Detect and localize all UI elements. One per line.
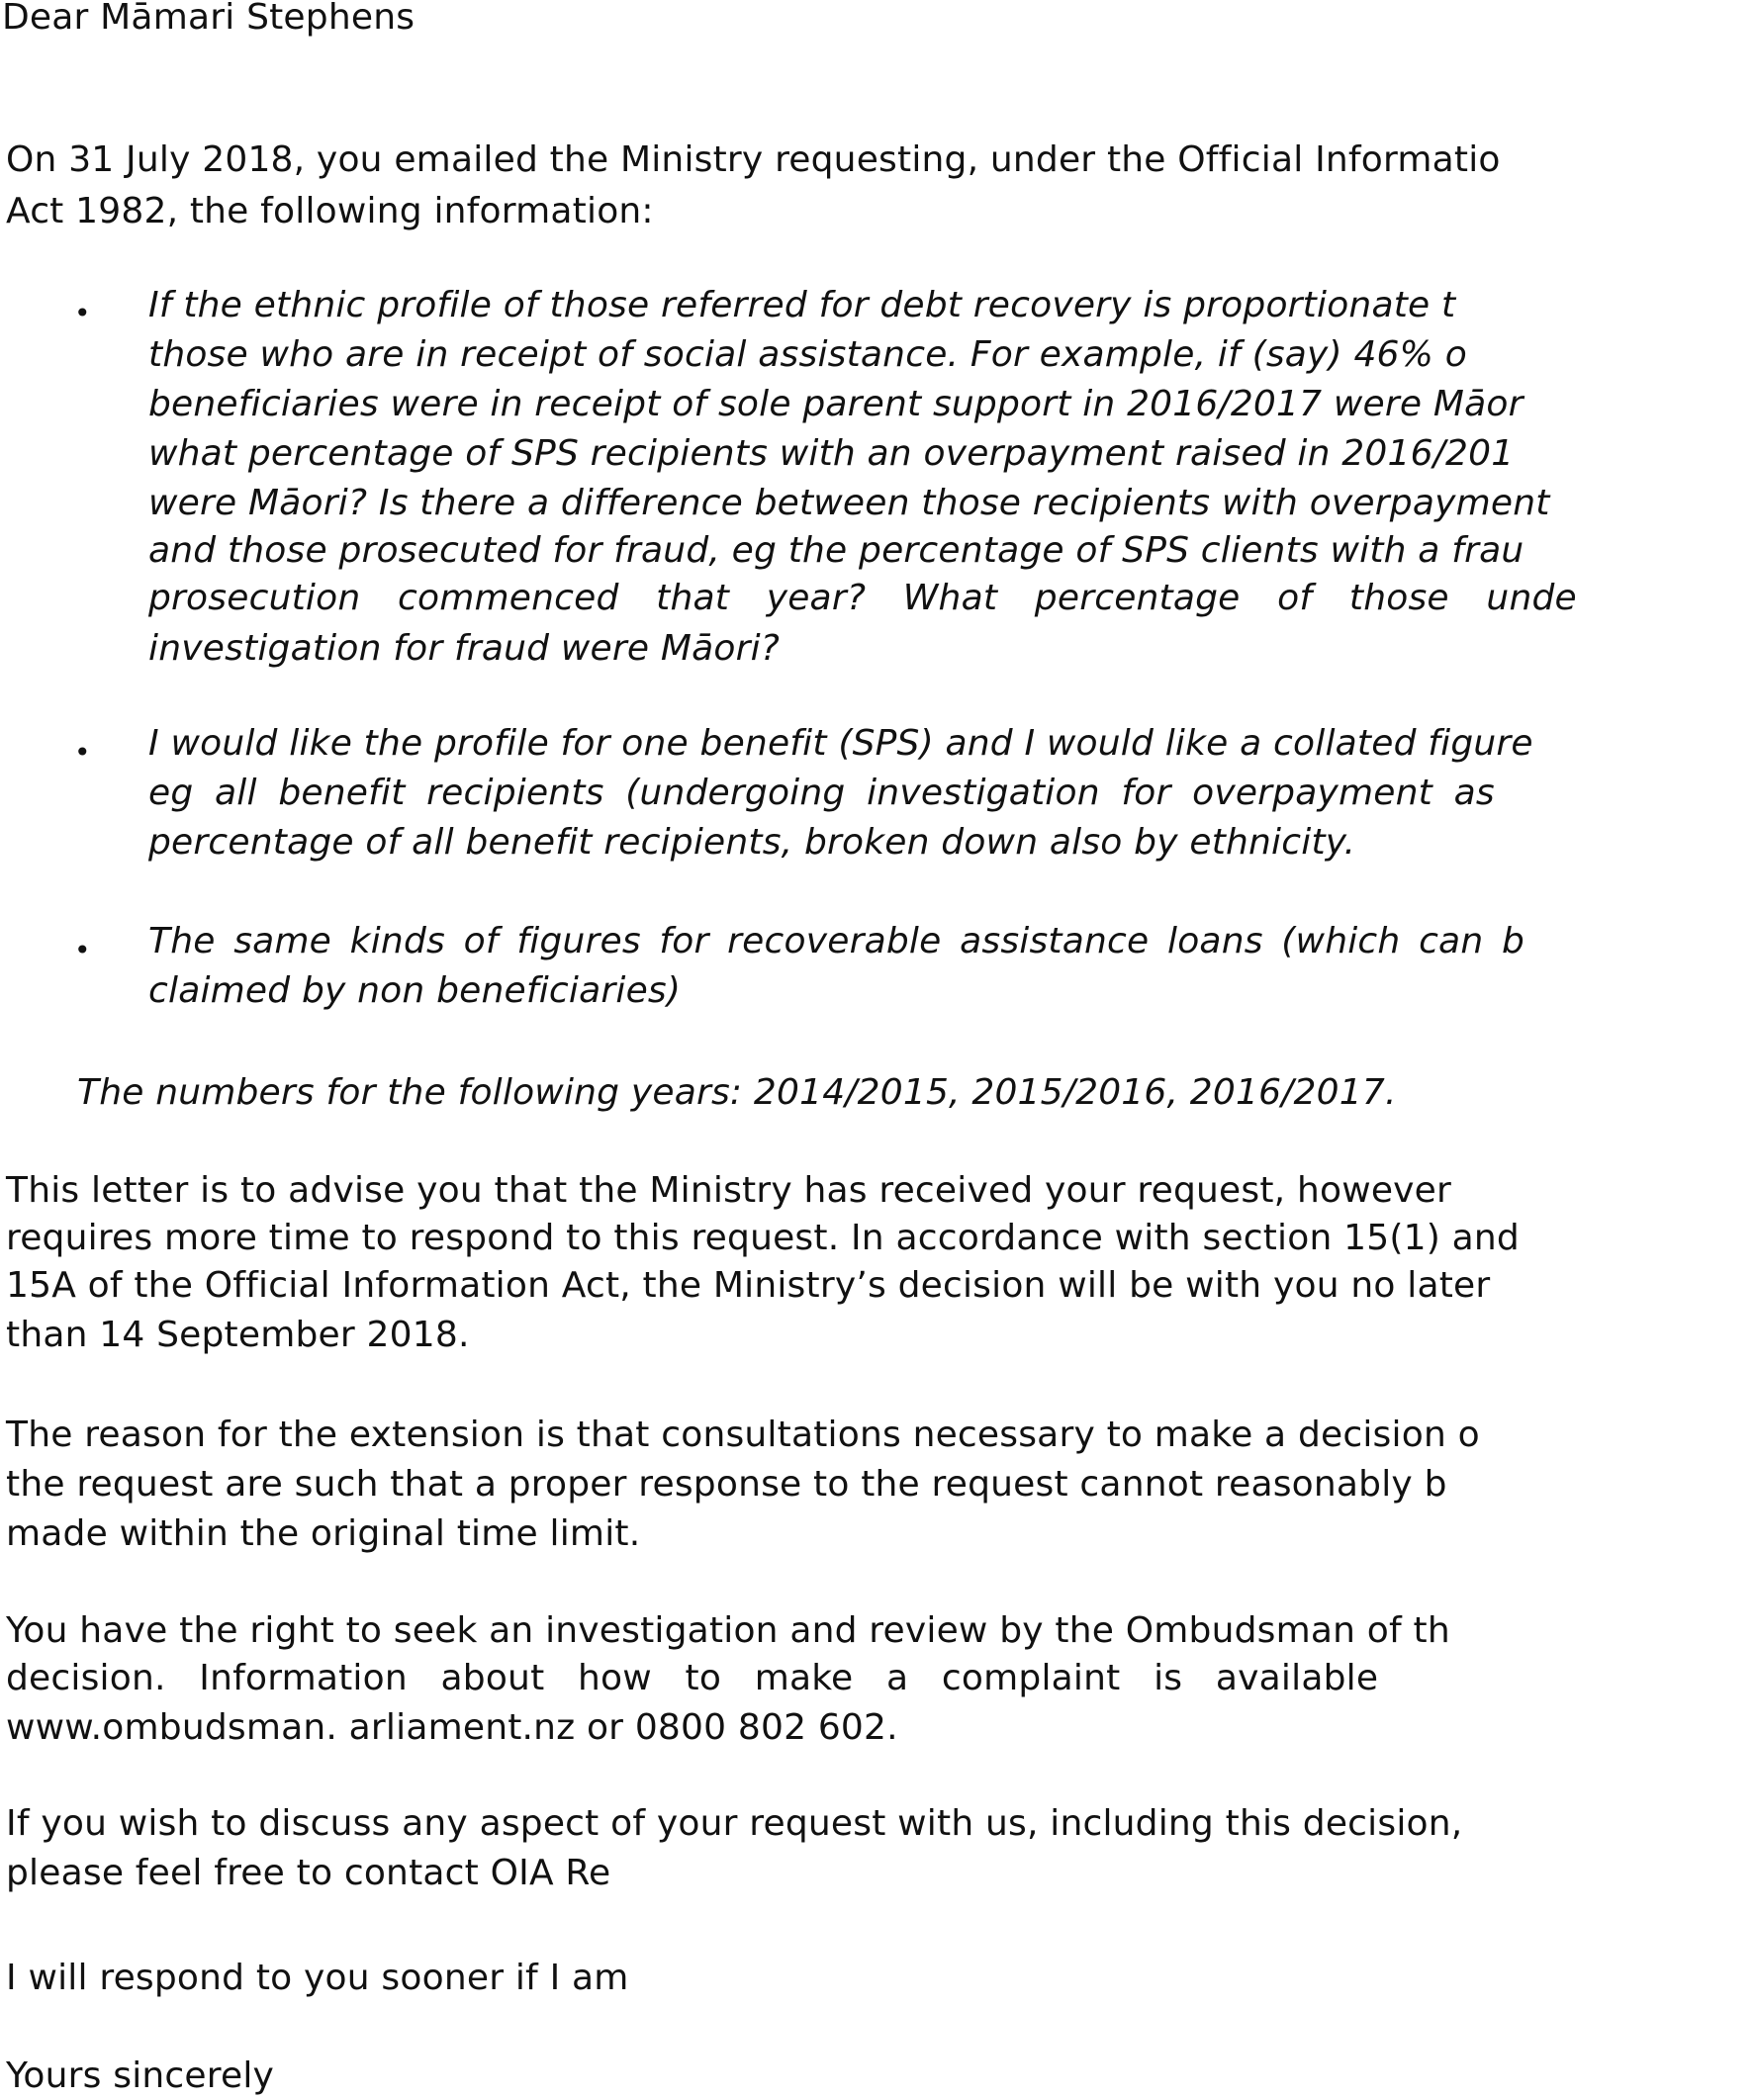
extension-line-2: requires more time to respond to this request. In accordance with section 15(1) and <box>6 1218 1520 1258</box>
extension-line-3: 15A of the Official Information Act, the Ministry’s decision will be with you no later <box>6 1265 1491 1306</box>
reason-line-2: the request are such that a proper response to the request cannot reasonably b <box>6 1464 1447 1505</box>
contact-line-1: If you wish to discuss any aspect of your request with us, including this decision, <box>6 1803 1463 1844</box>
bullet-marker: • <box>74 934 91 966</box>
reason-line-3: made within the original time limit. <box>6 1513 641 1554</box>
bullet-1-line-8: investigation for fraud were Māori? <box>148 628 781 669</box>
bullet-1-line-6: and those prosecuted for fraud, eg the percentage of SPS clients with a frau <box>148 530 1524 571</box>
bullet-1-line-5: were Māori? Is there a difference between those recipients with overpayment <box>148 483 1550 523</box>
salutation: Dear Māmari Stephens <box>2 0 416 38</box>
bullet-3-line-2: claimed by non beneficiaries) <box>148 970 682 1011</box>
bullet-1-line-1: If the ethnic profile of those referred for debt recovery is proportionate t <box>148 285 1456 325</box>
closing: Yours sincerely <box>6 2055 275 2096</box>
bullet-1-line-4: what percentage of SPS recipients with an overpayment raised in 2016/201 <box>148 433 1515 474</box>
bullet-marker: • <box>74 297 91 329</box>
intro-line-1: On 31 July 2018, you emailed the Ministry requesting, under the Official Informatio <box>6 139 1501 180</box>
bullet-marker: • <box>74 736 91 769</box>
extension-line-1: This letter is to advise you that the Ministry has received your request, however <box>6 1170 1452 1211</box>
intro-line-2: Act 1982, the following information: <box>6 191 654 231</box>
bullet-2-line-3: percentage of all benefit recipients, broken down also by ethnicity. <box>148 822 1356 863</box>
extension-line-4: than 14 September 2018. <box>6 1315 470 1355</box>
bullet-1-line-7: prosecution commenced that year? What percentage of those unde <box>148 578 1577 618</box>
bullet-1-line-2: those who are in receipt of social assistance. For example, if (say) 46% o <box>148 334 1467 375</box>
ombudsman-line-2: decision. Information about how to make a complaint is available <box>6 1658 1379 1698</box>
reason-line-1: The reason for the extension is that consultations necessary to make a decision o <box>6 1415 1480 1455</box>
years-line: The numbers for the following years: 2014/2015, 2015/2016, 2016/2017. <box>77 1072 1397 1113</box>
ombudsman-line-1: You have the right to seek an investigation and review by the Ombudsman of th <box>6 1610 1450 1651</box>
ombudsman-line-3: www.ombudsman. arliament.nz or 0800 802 602. <box>6 1707 898 1748</box>
respond-sooner-line: I will respond to you sooner if I am <box>6 1958 629 1998</box>
bullet-1-line-3: beneficiaries were in receipt of sole parent support in 2016/2017 were Māor <box>148 384 1524 424</box>
bullet-3-line-1: The same kinds of figures for recoverable assistance loans (which can b <box>148 921 1525 961</box>
bullet-2-line-2: eg all benefit recipients (undergoing investigation for overpayment as <box>148 773 1495 813</box>
contact-line-2: please feel free to contact OIA Re <box>6 1853 611 1893</box>
bullet-2-line-1: I would like the profile for one benefit (SPS) and I would like a collated figure <box>148 723 1533 764</box>
